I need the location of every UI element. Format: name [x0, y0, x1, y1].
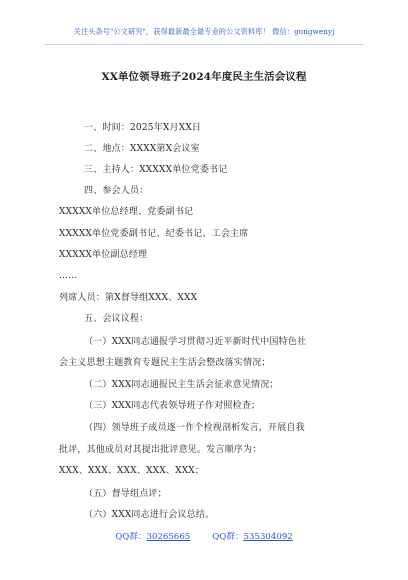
- header-divider: [44, 44, 364, 45]
- agenda-line-location: 二、地点：XXXX第X会议室: [84, 144, 200, 154]
- agenda-item-5: （五）督导组点评；: [84, 489, 167, 499]
- agenda-item-3: （三）XXX同志代表领导班子作对照检查；: [84, 401, 261, 411]
- agenda-item-4-continued: 批评，其他成员对其提出批评意见。发言顺序为：: [59, 445, 262, 455]
- attendee-ellipsis: ……: [59, 271, 78, 281]
- agenda-item-2: （二）XXX同志通报民主生活会征求意见情况；: [84, 380, 279, 390]
- qq-group-2-label: QQ群：: [212, 532, 244, 542]
- header-note: 关注头条号"公文研究"，获得最新最全最专业的公文资料库！ 微信：gongwenyj: [73, 27, 335, 36]
- agenda-item-1: （一）XXX同志通报学习贯彻习近平新时代中国特色社: [84, 337, 307, 347]
- attendee-line: XXXXX单位副总经理: [59, 250, 148, 260]
- agenda-line-host: 三、主持人：XXXXX单位党委书记: [84, 165, 228, 175]
- agenda-item-4: （四）领导班子成员逐一作个检视剖析发言，开展自我: [84, 423, 305, 433]
- document-title: XX单位领导班子2024年度民主生活会议程: [101, 71, 307, 83]
- nonvoting-attendees-line: 列席人员：第X督导组XXX、XXX: [59, 293, 198, 303]
- qq-group-1-label: QQ群：: [115, 532, 147, 542]
- attendee-line: XXXXX单位总经理、党委副书记: [59, 207, 194, 217]
- agenda-item-6: （六）XXX同志进行会议总结。: [84, 510, 215, 520]
- speaker-order-line: XXX、XXX、XXX、XXX、XXX；: [59, 466, 205, 476]
- agenda-item-1-continued: 会主义思想主题教育专题民主生活会整改落实情况；: [59, 358, 271, 368]
- qq-group-1-number[interactable]: 30265665: [146, 532, 191, 542]
- agenda-heading: 五、会议议程：: [84, 314, 149, 324]
- footer-qq-groups: [0, 530, 408, 542]
- attendee-line: XXXXX单位党委副书记、纪委书记、工会主席: [59, 229, 249, 239]
- qq-group-2-number[interactable]: 535304092: [243, 532, 293, 542]
- agenda-line-time: 一、时间：2025年X月XX日: [84, 123, 202, 133]
- agenda-line-attendees-heading: 四、参会人员：: [84, 186, 149, 196]
